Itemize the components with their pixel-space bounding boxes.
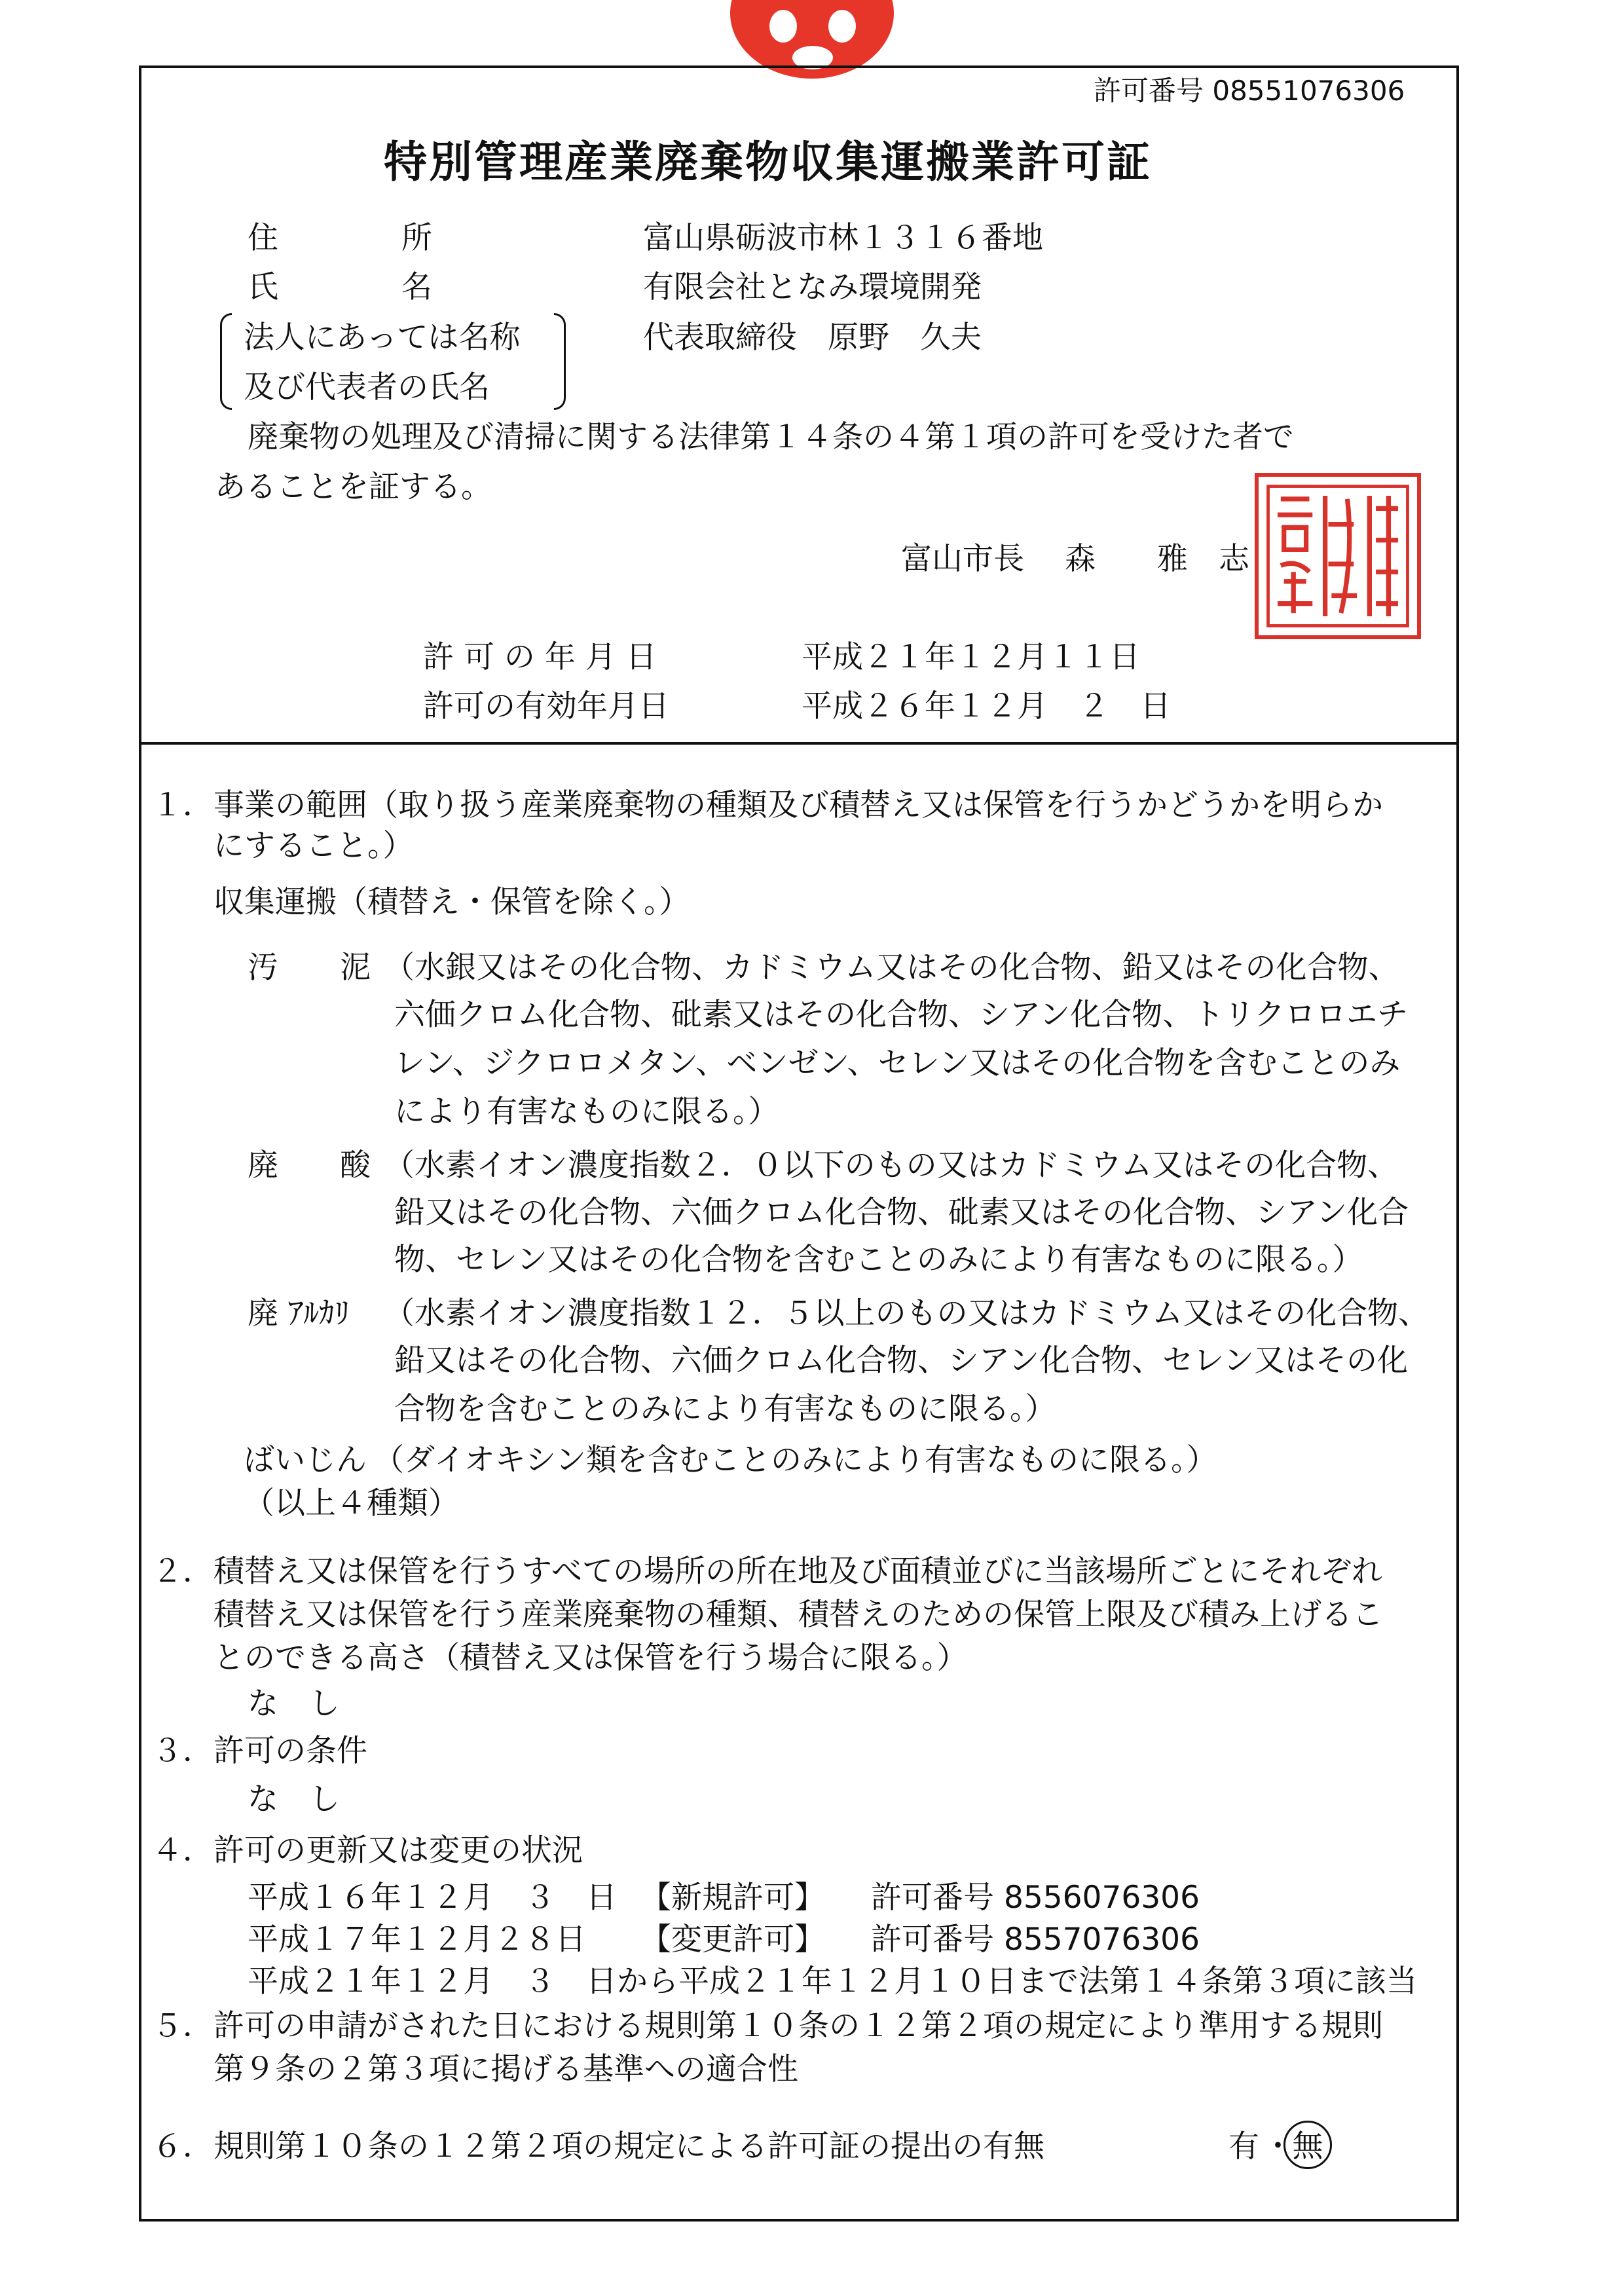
seal-stamp-icon <box>1259 477 1417 635</box>
section-4-heading: ４．許可の更新又は変更の状況 <box>152 1832 583 1869</box>
bracket-right <box>554 313 566 410</box>
alkali-label: 廃 ｱﾙｶﾘ <box>248 1295 350 1331</box>
history-2-type: 【変更許可】 <box>640 1922 825 1958</box>
option-separator: ・ <box>1263 2129 1293 2165</box>
corp-note-line2: 及び代表者の氏名 <box>244 369 490 405</box>
section-5-line2: 第９条の２第３項に掲げる基準への適合性 <box>213 2051 798 2087</box>
section-1-line2: にすること。） <box>213 828 414 864</box>
section-1-line1: １．事業の範囲（取り扱う産業廃棄物の種類及び積替え又は保管を行うかどうかを明らか <box>152 787 1383 823</box>
sludge-line4: により有害なものに限る。） <box>394 1094 779 1130</box>
section-1-scope: 収集運搬（積替え・保管を除く。） <box>213 884 690 920</box>
section-5-line1: ５．許可の申請がされた日における規則第１０条の１２第２項の規定により準用する規則 <box>152 2008 1383 2044</box>
section-2-line2: 積替え又は保管を行う産業廃棄物の種類、積替えのための保管上限及び積み上げるこ <box>213 1597 1383 1633</box>
alkali-line3: 合物を含むことのみにより有害なものに限る。） <box>394 1391 1056 1427</box>
history-1-type: 【新規許可】 <box>640 1880 825 1916</box>
history-1-date: 平成１６年１２月 ３ 日 <box>248 1880 617 1916</box>
history-2-number: 許可番号 8557076306 <box>871 1922 1200 1958</box>
history-3: 平成２１年１２月 ３ 日から平成２１年１２月１０日まで法第１４条第３項に該当 <box>248 1963 1417 1999</box>
permit-date-value: 平成２１年１２月１１日 <box>802 639 1140 675</box>
acid-label: 廃 酸 <box>248 1147 371 1183</box>
document-title: 特別管理産業廃棄物収集運搬業許可証 <box>384 137 1152 187</box>
permit-number: 許可番号 08551076306 <box>1094 75 1405 107</box>
sludge-line2: 六価クロム化合物、砒素又はその化合物、シアン化合物、トリクロロエチ <box>394 997 1409 1033</box>
history-1-number: 許可番号 8556076306 <box>871 1880 1200 1916</box>
option-no: 無 <box>1283 2121 1332 2169</box>
certify-line-2: あることを証する。 <box>215 469 492 505</box>
history-2-date: 平成１７年１２月２８日 <box>248 1922 586 1958</box>
section-6-line1: ６．規則第１０条の１２第２項の規定による許可証の提出の有無 <box>152 2129 1044 2165</box>
section-3-heading: ３．許可の条件 <box>152 1733 367 1769</box>
dust-line1: （ダイオキシン類を含むことのみにより有害なものに限る。） <box>373 1442 1217 1478</box>
representative-value: 代表取締役 原野 久夫 <box>643 320 982 356</box>
acid-line1: （水素イオン濃度指数２．０以下のもの又はカドミウム又はその化合物、 <box>384 1147 1399 1183</box>
dust-label: ばいじん <box>244 1442 367 1478</box>
certify-line-1: 廃棄物の処理及び清掃に関する法律第１４条の４第１項の許可を受けた者で <box>248 419 1294 455</box>
permit-date-label: 許 可 の 年 月 日 <box>423 639 657 675</box>
acid-line3: 物、セレン又はその化合物を含むことのみにより有害なものに限る。） <box>394 1242 1363 1278</box>
section-divider <box>139 742 1459 745</box>
sludge-label: 汚 泥 <box>248 950 371 986</box>
option-yes: 有 <box>1228 2129 1259 2165</box>
section-3-none: な し <box>248 1781 340 1817</box>
acid-line2: 鉛又はその化合物、六価クロム化合物、砒素又はその化合物、シアン化合 <box>394 1195 1409 1231</box>
corp-note-line1: 法人にあっては名称 <box>244 320 521 356</box>
alkali-line1: （水素イオン濃度指数１２．５以上のもの又はカドミウム又はその化合物、 <box>384 1295 1430 1331</box>
sludge-line1: （水銀又はその化合物、カドミウム又はその化合物、鉛又はその化合物、 <box>384 950 1399 986</box>
name-label: 氏 名 <box>248 269 432 305</box>
address-value: 富山県砺波市林１３１６番地 <box>643 220 1043 256</box>
option-no-circled <box>1283 2121 1332 2169</box>
category-total: （以上４種類） <box>244 1485 459 1521</box>
address-label: 住 所 <box>248 220 432 256</box>
valid-date-label: 許可の有効年月日 <box>423 688 669 724</box>
bracket-left <box>220 313 232 410</box>
mayor-seal <box>1255 473 1421 639</box>
section-2-line3: とのできる高さ（積替え又は保管を行う場合に限る。） <box>213 1640 968 1676</box>
sludge-line3: レン、ジクロロメタン、ベンゼン、セレン又はその化合物を含むことのみ <box>394 1045 1401 1081</box>
section-2-line1: ２．積替え又は保管を行うすべての場所の所在地及び面積並びに当該場所ごとにそれぞれ <box>152 1553 1383 1590</box>
alkali-line2: 鉛又はその化合物、六価クロム化合物、シアン化合物、セレン又はその化 <box>394 1343 1408 1379</box>
name-value: 有限会社となみ環境開発 <box>643 269 982 305</box>
section-2-none: な し <box>248 1686 340 1722</box>
signatory: 富山市長 森 雅 志 <box>901 541 1249 577</box>
valid-date-value: 平成２６年１２月 ２ 日 <box>802 688 1171 724</box>
